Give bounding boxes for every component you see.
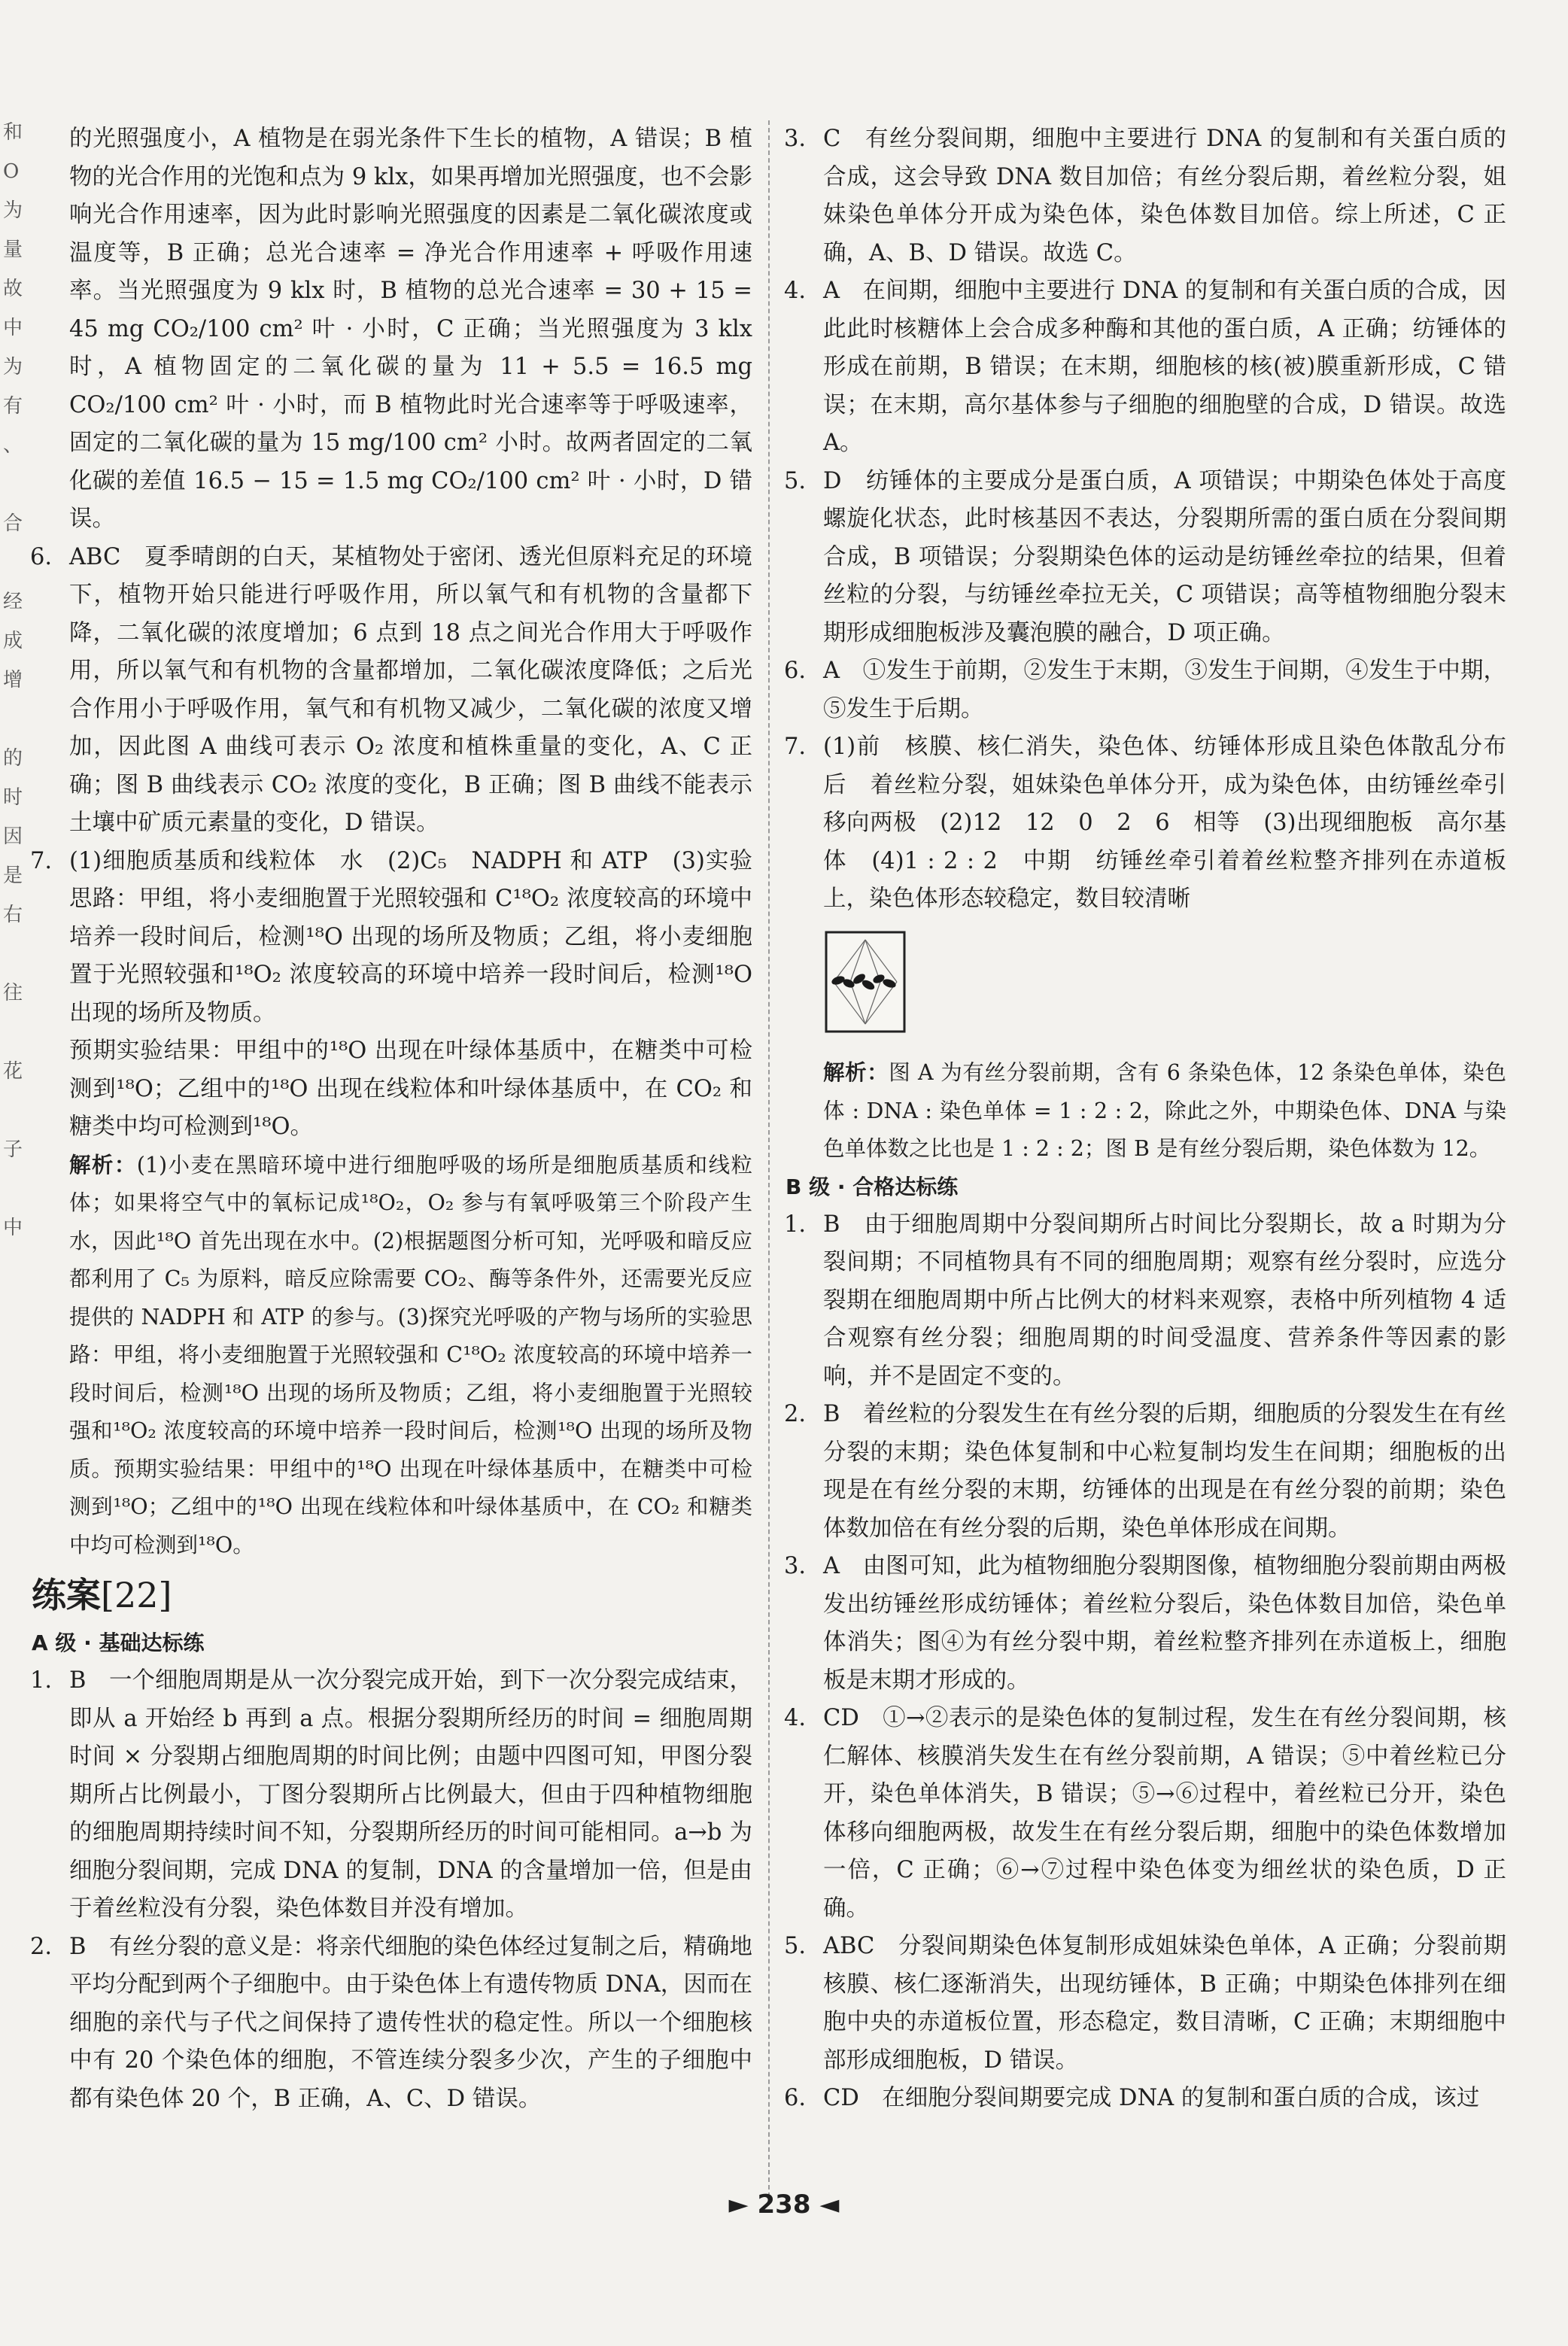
answer-text: ABC 分裂间期染色体复制形成姐妹染色单体，A 正确；分裂前期核膜、核仁逐渐消失，出现纺锤体，B 正确；中期染色体排列在细胞中央的赤道板位置，形态稳定，数目清晰，C 正确；末期细胞中部形成细胞板，D 错误。 (823, 1933, 1506, 2074)
answer-number: 6. (784, 2085, 807, 2111)
answer-b3 (784, 1548, 1506, 1700)
answer-number: 1. (30, 1667, 53, 1694)
answer-number: 3. (784, 1553, 807, 1579)
analysis-text: (1)小麦在黑暗环境中进行细胞呼吸的场所是细胞质基质和线粒体；如果将空气中的氧标记成¹⁸O₂，O₂ 参与有氧呼吸第三个阶段产生水，因此¹⁸O 首先出现在水中。(2)根据题图分析可知，光呼吸和暗反应都利用了 C₅ 为原料，暗反应除需要 CO₂、酶等条件外，还需要光反应提供的 NADPH 和 ATP 的参与。(3)探究光呼吸的产物与场所的实验思路：甲组，将小麦细胞置于光照较强和 C¹⁸O₂ 浓度较高的环境中培养一段时间后，检测¹⁸O 出现的场所及物质；乙组，将小麦细胞置于光照较强和¹⁸O₂ 浓度较高的环境中培养一段时间后，检测¹⁸O 出现的场所及物质。预期实验结果：甲组中的¹⁸O 出现在叶绿体基质中，在糖类中可检测到¹⁸O；乙组中的¹⁸O 出现在线粒体和叶绿体基质中，在 CO₂ 和糖类中均可检测到¹⁸O。 (69, 1152, 752, 1557)
binding-edge-fragments: 和 O 为 量 故 中 为 有 、 合 经 成 增 的 时 因 是 右 往 花 子 中 (3, 121, 23, 1239)
right-column (784, 120, 1530, 2118)
answer-number: 5. (784, 1933, 807, 1959)
metaphase-cell-diagram (823, 929, 907, 1035)
answer-number: 6. (784, 658, 807, 684)
answer-text: B 由于细胞周期中分裂间期所占时间比分裂期长，故 a 时期为分裂间期；不同植物具有不同的细胞周期；观察有丝分裂时，应选分裂期在细胞周期中所占比例大的材料来观察，表格中所列植物 4 适合观察有丝分裂；细胞周期的时间受温度、营养条件等因素的影响，并不是固定不变的。 (823, 1211, 1506, 1390)
answer-a2 (30, 1928, 752, 2119)
answer-text: B 一个细胞周期是从一次分裂完成开始，到下一次分裂完成结束，即从 a 开始经 b 再到 a 点。根据分裂期所经历的时间 = 细胞周期时间 × 分裂期占细胞周期的时间比例；由题中四图可知，甲图分裂期所占比例最小，丁图分裂期所占比例最大，但由于四种植物细胞的细胞周期持续时间不知，分裂期所经历的时间可能相同。a→b 为细胞分裂间期，完成 DNA 的复制，DNA 的含量增加一倍，但是由于着丝粒没有分裂，染色体数目并没有增加。 (69, 1667, 752, 1922)
answer-number: 7. (784, 734, 807, 760)
level-b-heading: B 级 · 合格达标练 (786, 1174, 959, 1199)
left-column (30, 120, 752, 2118)
answer-number: 2. (30, 1933, 53, 1960)
answer-text: (1)细胞质基质和线粒体 水 (2)C₅ NADPH 和 ATP (3)实验思路：甲组，将小麦细胞置于光照较强和 C¹⁸O₂ 浓度较高的环境中培养一段时间后，检测¹⁸O 出现的场所及物质；乙组，将小麦细胞置于光照较强和¹⁸O₂ 浓度较高的环境中培养一段时间后，检测¹⁸O 出现的场所及物质。 (69, 847, 752, 1026)
analysis-label: 解析： (69, 1152, 137, 1178)
answer-b4 (784, 1700, 1506, 1928)
answer-number: 6. (30, 543, 53, 570)
answer-number: 1. (784, 1211, 807, 1238)
answer-text: (1)前 核膜、核仁消失，染色体、纺锤体形成且染色体散乱分布 后 着丝粒分裂，姐妹染色单体分开，成为染色体，由纺锤丝牵引移向两极 (2)12 12 0 2 6 相等 (3)出现细胞板 高尔基体 (4)1 : 2 : 2 中期 纺锤丝牵引着着丝粒整齐排列在赤道板上，染色体形态较稳定，数目较清晰 (823, 734, 1530, 912)
section-label: 练案 (32, 1575, 101, 1615)
page-number: ► 238 ◄ (728, 2189, 840, 2220)
answer-5 (784, 463, 1506, 653)
answer-text: CD ①→②表示的是染色体的复制过程，发生在有丝分裂间期，核仁解体、核膜消失发生在有丝分裂前期，A 错误；⑤中着丝粒已分开，染色单体消失，B 错误；⑤→⑥过程中，着丝粒已分开，染色体移向细胞两极，故发生在有丝分裂后期，细胞中的染色体数增加一倍，C 正确；⑥→⑦过程中染色体变为细丝状的染色质，D 正确。 (823, 1705, 1506, 1922)
answer-text: B 有丝分裂的意义是：将亲代细胞的染色体经过复制之后，精确地平均分配到两个子细胞中。由于染色体上有遗传物质 DNA，因而在细胞的亲代与子代之间保持了遗传性状的稳定性。所以一个细胞核中有 20 个染色体的细胞，不管连续分裂多少次，产生的子细胞中都有染色体 20 个，B 正确，A、C、D 错误。 (69, 1933, 752, 2112)
answer-4 (784, 272, 1506, 463)
answer-number: 2. (784, 1401, 807, 1427)
section-number: [22] (101, 1575, 172, 1615)
answer-number: 4. (784, 278, 807, 304)
section-heading (32, 1569, 752, 1621)
answer-b6 (784, 2080, 1506, 2118)
paragraph-q5-continued: 的光照强度小，A 植物是在弱光条件下生长的植物，A 错误；B 植物的光合作用的光饱和点为 9 klx，如果再增加光照强度，也不会影响光合作用速率，因为此时影响光照强度的因素是二氧化碳浓度或温度等，B 正确；总光合速率 = 净光合作用速率 + 呼吸作用速率。当光照强度为 9 klx 时，B 植物的总光合速率 = 30 + 15 = 45 mg CO₂/100 cm² 叶 · 小时，C 正确；当光照强度为 3 klx 时，A 植物固定的二氧化碳的量为 11 + 5.5 = 16.5 mg CO₂/100 cm² 叶 · 小时，而 B 植物此时光合速率等于呼吸速率，固定的二氧化碳的量为 15 mg/100 cm² 小时。故两者固定的二氧化碳的差值 16.5 − 15 = 1.5 mg CO₂/100 cm² 叶 · 小时，D 错误。 (69, 126, 752, 532)
answer-number: 3. (784, 126, 807, 152)
analysis-label: 解析： (823, 1060, 889, 1085)
analysis-note-right (784, 1054, 1506, 1168)
answer-3 (784, 120, 1506, 272)
answer-7 (30, 843, 752, 1033)
answer-text: A ①发生于前期，②发生于末期，③发生于间期，④发生于中期，⑤发生于后期。 (823, 658, 1506, 722)
expected-result: 预期实验结果：甲组中的¹⁸O 出现在叶绿体基质中，在糖类中可检测到¹⁸O；乙组中的¹⁸O 出现在线粒体和叶绿体基质中，在 CO₂ 和糖类中均可检测到¹⁸O。 (69, 1038, 752, 1140)
answer-7-right (784, 728, 1530, 919)
answer-6 (30, 539, 752, 843)
analysis-note (30, 1147, 752, 1565)
answer-b2 (784, 1396, 1506, 1548)
answer-b5 (784, 1928, 1506, 2080)
answer-text: A 在间期，细胞中主要进行 DNA 的复制和有关蛋白质的合成，因此此时核糖体上会合成多种酶和其他的蛋白质，A 正确；纺锤体的形成在前期，B 错误；在末期，细胞核的核(被)膜重新形成，C 错误；在末期，高尔基体参与子细胞的细胞壁的合成，D 错误。故选 A。 (823, 278, 1506, 456)
answer-a1 (30, 1662, 752, 1928)
answer-number: 7. (30, 847, 53, 874)
level-a-heading: A 级 · 基础达标练 (32, 1630, 205, 1655)
answer-text: A 由图可知，此为植物细胞分裂期图像，植物细胞分裂前期由两极发出纺锤丝形成纺锤体；着丝粒分裂后，染色体数目加倍，染色单体消失；图④为有丝分裂中期，着丝粒整齐排列在赤道板上，细胞板是末期才形成的。 (823, 1553, 1506, 1694)
answer-b1 (784, 1206, 1506, 1396)
answer-text: D 纺锤体的主要成分是蛋白质，A 项错误；中期染色体处于高度螺旋化状态，此时核基因不表达，分裂期所需的蛋白质在分裂间期合成，B 项错误；分裂期染色体的运动是纺锤丝牵拉的结果，但着丝粒的分裂，与纺锤丝牵拉无关，C 项错误；高等植物细胞分裂末期形成细胞板涉及囊泡膜的融合，D 项正确。 (823, 467, 1506, 646)
answer-number: 4. (784, 1705, 807, 1731)
answer-text: C 有丝分裂间期，细胞中主要进行 DNA 的复制和有关蛋白质的合成，这会导致 DNA 数目加倍；有丝分裂后期，着丝粒分裂，姐妹染色单体分开成为染色体，染色体数目加倍。综上所述，C 正确，A、B、D 错误。故选 C。 (823, 126, 1506, 266)
answer-number: 5. (784, 467, 807, 494)
answer-text: CD 在细胞分裂间期要完成 DNA 的复制和蛋白质的合成，该过 (823, 2085, 1480, 2111)
analysis-text: 图 A 为有丝分裂前期，含有 6 条染色体，12 条染色单体，染色体 : DNA : 染色单体 = 1 : 2 : 2，除此之外，中期染色体、DNA 与染色单体数之比也是 1 : 2 : 2；图 B 是有丝分裂后期，染色体数为 12。 (823, 1060, 1506, 1161)
answer-6-right (784, 652, 1506, 728)
column-divider (768, 120, 770, 2197)
answer-text: ABC 夏季晴朗的白天，某植物处于密闭、透光但原料充足的环境下，植物开始只能进行呼吸作用，所以氧气和有机物的含量都下降，二氧化碳的浓度增加；6 点到 18 点之间光合作用大于呼吸作用，所以氧气和有机物的含量都增加，二氧化碳浓度降低；之后光合作用小于呼吸作用，氧气和有机物又减少，二氧化碳的浓度又增加，因此图 A 曲线可表示 O₂ 浓度和植株重量的变化，A、C 正确；图 B 曲线表示 CO₂ 浓度的变化，B 正确；图 B 曲线不能表示土壤中矿质元素量的变化，D 错误。 (69, 543, 752, 836)
answer-text: B 着丝粒的分裂发生在有丝分裂的后期，细胞质的分裂发生在有丝分裂的末期；染色体复制和中心粒复制均发生在间期；细胞板的出现是在有丝分裂的末期，纺锤体的出现是在有丝分裂的前期；染色体数加倍在有丝分裂的后期，染色单体形成在间期。 (823, 1401, 1506, 1542)
